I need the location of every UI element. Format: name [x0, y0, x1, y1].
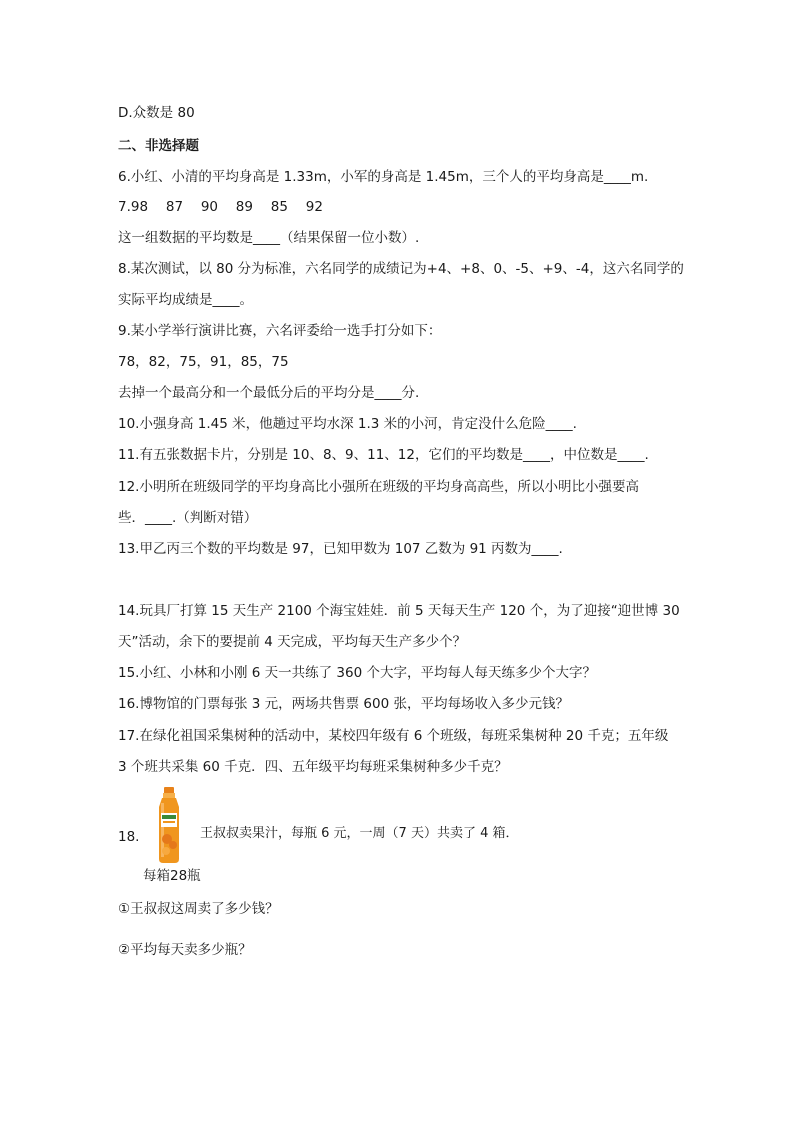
question-7-text: 这一组数据的平均数是____（结果保留一位小数）. — [118, 230, 420, 246]
question-18-sub2: ②平均每天卖多少瓶？ — [118, 942, 252, 958]
question-16: 16.博物馆的门票每张 3 元，两场共售票 600 张，平均每场收入多少元钱？ — [118, 696, 569, 712]
question-8-line2: 实际平均成绩是____。 — [118, 292, 253, 308]
question-9-scores: 78，82，75，91，85，75 — [118, 354, 289, 370]
section-title: 二、非选择题 — [118, 138, 199, 154]
question-18-label: 18. — [118, 829, 140, 845]
question-12-line2: 些．____.（判断对错） — [118, 510, 258, 526]
question-10: 10.小强身高 1.45 米，他趟过平均水深 1.3 米的小河，肯定没什么危险____. — [118, 416, 577, 432]
question-13: 13.甲乙丙三个数的平均数是 97，已知甲数为 107 乙数为 91 丙数为____. — [118, 541, 563, 557]
question-11: 11.有五张数据卡片，分别是 10、8、9、11、12，它们的平均数是____，中位数是____. — [118, 447, 649, 463]
question-15: 15.小红、小林和小刚 6 天一共练了 360 个大字，平均每人每天练多少个大字？ — [118, 665, 596, 681]
question-14-line2: 天”活动，余下的要提前 4 天完成，平均每天生产多少个？ — [118, 634, 467, 650]
question-9-line1: 9.某小学举行演讲比赛，六名评委给一选手打分如下： — [118, 323, 442, 339]
question-18-text: 王叔叔卖果汁，每瓶 6 元，一周（7 天）共卖了 4 箱． — [200, 826, 519, 841]
question-6: 6.小红、小清的平均身高是 1.33m，小军的身高是 1.45m，三个人的平均身高是____m. — [118, 169, 649, 185]
question-17-line2: 3 个班共采集 60 千克．四、五年级平均每班采集树种多少千克？ — [118, 759, 508, 775]
question-7-data: 7.98 87 90 89 85 92 — [118, 199, 323, 215]
question-17-line1: 17.在绿化祖国采集树种的活动中，某校四年级有 6 个班级，每班采集树种 20 千克；五年级 — [118, 728, 669, 744]
question-14-line1: 14.玩具厂打算 15 天生产 2100 个海宝娃娃．前 5 天每天生产 120 个，为了迎接“迎世博 30 — [118, 603, 680, 619]
juice-bottle-image — [152, 787, 186, 863]
option-d: D.众数是 80 — [118, 105, 195, 121]
question-8-line1: 8.某次测试，以 80 分为标准，六名同学的成绩记为+4、+8、0、-5、+9、-4，这六名同学的 — [118, 261, 684, 277]
question-18-sub1: ①王叔叔这周卖了多少钱？ — [118, 901, 279, 917]
question-18-caption: 每箱28瓶 — [143, 868, 201, 884]
question-12-line1: 12.小明所在班级同学的平均身高比小强所在班级的平均身高高些，所以小明比小强要高 — [118, 479, 639, 495]
question-9-line3: 去掉一个最高分和一个最低分后的平均分是____分. — [118, 385, 420, 401]
